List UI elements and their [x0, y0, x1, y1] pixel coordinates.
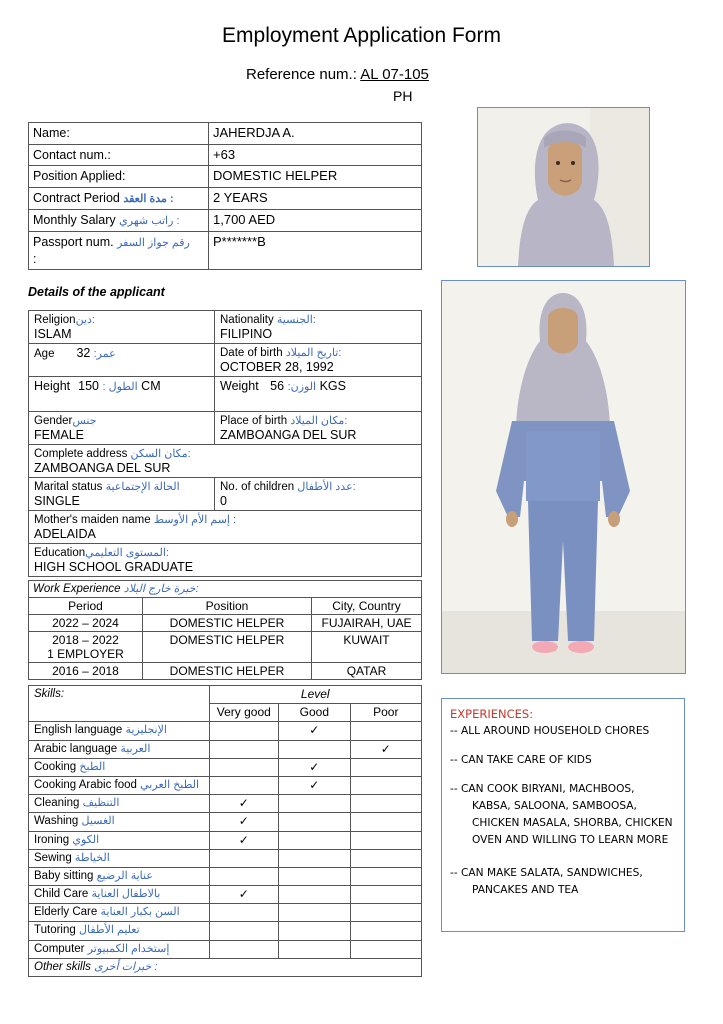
skill-row — [29, 813, 422, 831]
details-row — [29, 445, 422, 478]
check-icon: ✓ — [309, 723, 320, 738]
skill-name: Elderly Care السن بكبار العناية — [29, 904, 210, 922]
applicant-portrait-photo — [477, 107, 650, 267]
details-row — [29, 311, 422, 344]
applicant-full-body-photo — [441, 280, 686, 674]
work-location: FUJAIRAH, UAE — [312, 615, 422, 632]
details-row — [29, 544, 422, 577]
reference-label: Reference num.: — [246, 66, 357, 83]
skill-level-cell — [350, 886, 421, 904]
info-row — [29, 187, 422, 209]
skill-level-cell — [350, 776, 421, 794]
check-icon: ✓ — [309, 759, 320, 774]
skill-name: Washing الغسيل — [29, 813, 210, 831]
reference-value: AL 07-105 — [360, 66, 429, 83]
education-cell: Educationالمستوى التعليمي: HIGH SCHOOL GRADUATE — [29, 544, 422, 577]
skill-row — [29, 795, 422, 813]
work-columns-row — [29, 598, 422, 615]
skill-level-cell — [209, 831, 279, 849]
details-row — [29, 511, 422, 544]
skill-level-cell — [350, 758, 421, 776]
skill-level-cell — [209, 867, 279, 885]
skill-name: Computer إستخدام الكمبيوتر — [29, 940, 210, 958]
reference-number — [246, 66, 429, 83]
info-value: JAHERDJA A. — [209, 123, 422, 145]
check-icon: ✓ — [238, 832, 249, 847]
work-period: 2018 – 2022 1 EMPLOYER — [29, 632, 143, 663]
details-row — [29, 344, 422, 377]
skills-header-row — [29, 686, 422, 704]
info-value: +63 — [209, 144, 422, 166]
work-location: QATAR — [312, 663, 422, 680]
experience-item: -- ALL AROUND HOUSEHOLD CHORES — [450, 725, 650, 737]
gender-cell: Genderجنس FEMALE — [29, 412, 215, 445]
skill-level-cell — [209, 940, 279, 958]
skill-level-cell — [209, 776, 279, 794]
skill-row — [29, 867, 422, 885]
skill-level-cell — [279, 922, 351, 940]
skill-level-cell — [279, 831, 351, 849]
skill-level-cell — [350, 940, 421, 958]
check-icon: ✓ — [238, 796, 249, 811]
experience-item: -- CAN MAKE SALATA, SANDWICHES, PANCAKES AND TEA — [450, 867, 643, 896]
skill-level-cell — [209, 849, 279, 867]
skill-name: Sewing الخياطة — [29, 849, 210, 867]
skill-row — [29, 849, 422, 867]
skill-level-cell — [350, 831, 421, 849]
form-title: Employment Application Form — [222, 24, 501, 47]
work-position: DOMESTIC HELPER — [143, 663, 312, 680]
details-heading: Details of the applicant — [28, 285, 165, 299]
level-poor: Poor — [350, 704, 421, 722]
skill-level-cell — [279, 867, 351, 885]
work-heading: Work Experience خبرة خارج البلاد: — [29, 581, 422, 598]
skill-level-cell — [209, 813, 279, 831]
skill-level-cell — [279, 776, 351, 794]
work-period: 2022 – 2024 — [29, 615, 143, 632]
experiences-heading: EXPERIENCES: — [450, 707, 534, 721]
skill-level-cell — [209, 922, 279, 940]
skill-level-cell — [350, 813, 421, 831]
info-label: Passport num. رقم جواز السفر : — [29, 231, 209, 269]
skill-row — [29, 758, 422, 776]
skill-level-cell — [350, 722, 421, 740]
skill-level-cell — [350, 904, 421, 922]
details-row — [29, 412, 422, 445]
skill-row — [29, 940, 422, 958]
work-position: DOMESTIC HELPER — [143, 615, 312, 632]
height-cell: Height الطول : 150 CM — [29, 377, 215, 412]
skill-level-cell — [279, 886, 351, 904]
info-row — [29, 123, 422, 145]
pob-cell: Place of birth مكان الميلاد: ZAMBOANGA DEL SUR — [215, 412, 422, 445]
info-row — [29, 209, 422, 231]
skills-table — [28, 685, 422, 977]
other-skills-row — [29, 958, 422, 976]
work-experience-table — [28, 580, 422, 680]
skill-name: Cleaning التنظيف — [29, 795, 210, 813]
experience-item: -- CAN COOK BIRYANI, MACHBOOS, KABSA, SALOONA, SAMBOOSA, CHICKEN MASALA, SHORBA, CHICKEN OVEN AND WILLING TO LEARN MORE — [450, 783, 673, 846]
other-skills: Other skills خبرات أخرى : — [29, 958, 422, 976]
skill-level-cell — [209, 740, 279, 758]
skill-name: Arabic language العربية — [29, 740, 210, 758]
address-cell: Complete address مكان السكن: ZAMBOANGA DEL SUR — [29, 445, 422, 478]
skill-level-cell — [350, 795, 421, 813]
skill-row — [29, 831, 422, 849]
work-heading-row — [29, 581, 422, 598]
weight-cell: Weight الوزن: 56 KGS — [215, 377, 422, 412]
skill-name: Tutoring تعليم الأطفال — [29, 922, 210, 940]
check-icon: ✓ — [238, 814, 249, 829]
work-location: KUWAIT — [312, 632, 422, 663]
work-row — [29, 632, 422, 663]
check-icon: ✓ — [309, 777, 320, 792]
details-row — [29, 478, 422, 511]
skill-name: Ironing الكوي — [29, 831, 210, 849]
skill-level-cell — [279, 795, 351, 813]
level-good: Good — [279, 704, 351, 722]
skill-level-cell — [350, 740, 421, 758]
info-row — [29, 166, 422, 188]
skill-name: Cooking الطبخ — [29, 758, 210, 776]
skill-level-cell — [279, 849, 351, 867]
skill-name: Child Care بالاطفال العناية — [29, 886, 210, 904]
work-row — [29, 615, 422, 632]
marital-cell: Marital status الحالة الإجتماعية SINGLE — [29, 478, 215, 511]
reference-country: PH — [393, 88, 413, 104]
work-col-position: Position — [143, 598, 312, 615]
skill-row — [29, 922, 422, 940]
skill-row — [29, 886, 422, 904]
dob-cell: Date of birth تاريخ الميلاد: OCTOBER 28, 1992 — [215, 344, 422, 377]
skill-level-cell — [350, 867, 421, 885]
skill-row — [29, 904, 422, 922]
info-value: DOMESTIC HELPER — [209, 166, 422, 188]
skill-level-cell — [279, 722, 351, 740]
work-position: DOMESTIC HELPER — [143, 632, 312, 663]
details-row — [29, 377, 422, 412]
info-value: 1,700 AED — [209, 209, 422, 231]
skill-level-cell — [279, 740, 351, 758]
info-label: Monthly Salary راتب شهري : — [29, 209, 209, 231]
skill-level-cell — [350, 922, 421, 940]
mother-cell: Mother's maiden name إسم الأم الأوسط : ADELAIDA — [29, 511, 422, 544]
info-value: P*******B — [209, 231, 422, 269]
skill-level-cell — [279, 940, 351, 958]
age-cell: Age عمر: 32 — [29, 344, 215, 377]
work-period: 2016 – 2018 — [29, 663, 143, 680]
skill-name: Cooking Arabic food الطبخ العربي — [29, 776, 210, 794]
info-label: Contract Period مدة العقد : — [29, 187, 209, 209]
work-col-period: Period — [29, 598, 143, 615]
skills-heading: Skills: — [29, 686, 210, 722]
skill-row — [29, 776, 422, 794]
personal-info-table — [28, 122, 422, 270]
info-row — [29, 144, 422, 166]
check-icon: ✓ — [238, 887, 249, 902]
religion-cell: Religionدين: ISLAM — [29, 311, 215, 344]
level-heading: Level — [209, 686, 421, 704]
children-cell: No. of children عدد الأطفال: 0 — [215, 478, 422, 511]
skill-level-cell — [350, 849, 421, 867]
skill-level-cell — [209, 886, 279, 904]
work-row — [29, 663, 422, 680]
skill-row — [29, 740, 422, 758]
info-label: Name: — [29, 123, 209, 145]
experience-item: -- CAN TAKE CARE OF KIDS — [450, 754, 592, 766]
level-very-good: Very good — [209, 704, 279, 722]
nationality-cell: Nationality الجنسية: FILIPINO — [215, 311, 422, 344]
experiences-box — [441, 698, 685, 932]
skill-row — [29, 722, 422, 740]
info-label: Position Applied: — [29, 166, 209, 188]
skill-level-cell — [209, 722, 279, 740]
info-row — [29, 231, 422, 269]
skill-name: English language الإنجليزية — [29, 722, 210, 740]
skill-level-cell — [209, 795, 279, 813]
skill-level-cell — [209, 758, 279, 776]
skill-name: Baby sitting عناية الرضيع — [29, 867, 210, 885]
skill-level-cell — [279, 758, 351, 776]
info-value: 2 YEARS — [209, 187, 422, 209]
work-col-location: City, Country — [312, 598, 422, 615]
skill-level-cell — [209, 904, 279, 922]
applicant-details-table — [28, 310, 422, 577]
check-icon: ✓ — [380, 741, 391, 756]
skill-level-cell — [279, 904, 351, 922]
skill-level-cell — [279, 813, 351, 831]
info-label: Contact num.: — [29, 144, 209, 166]
